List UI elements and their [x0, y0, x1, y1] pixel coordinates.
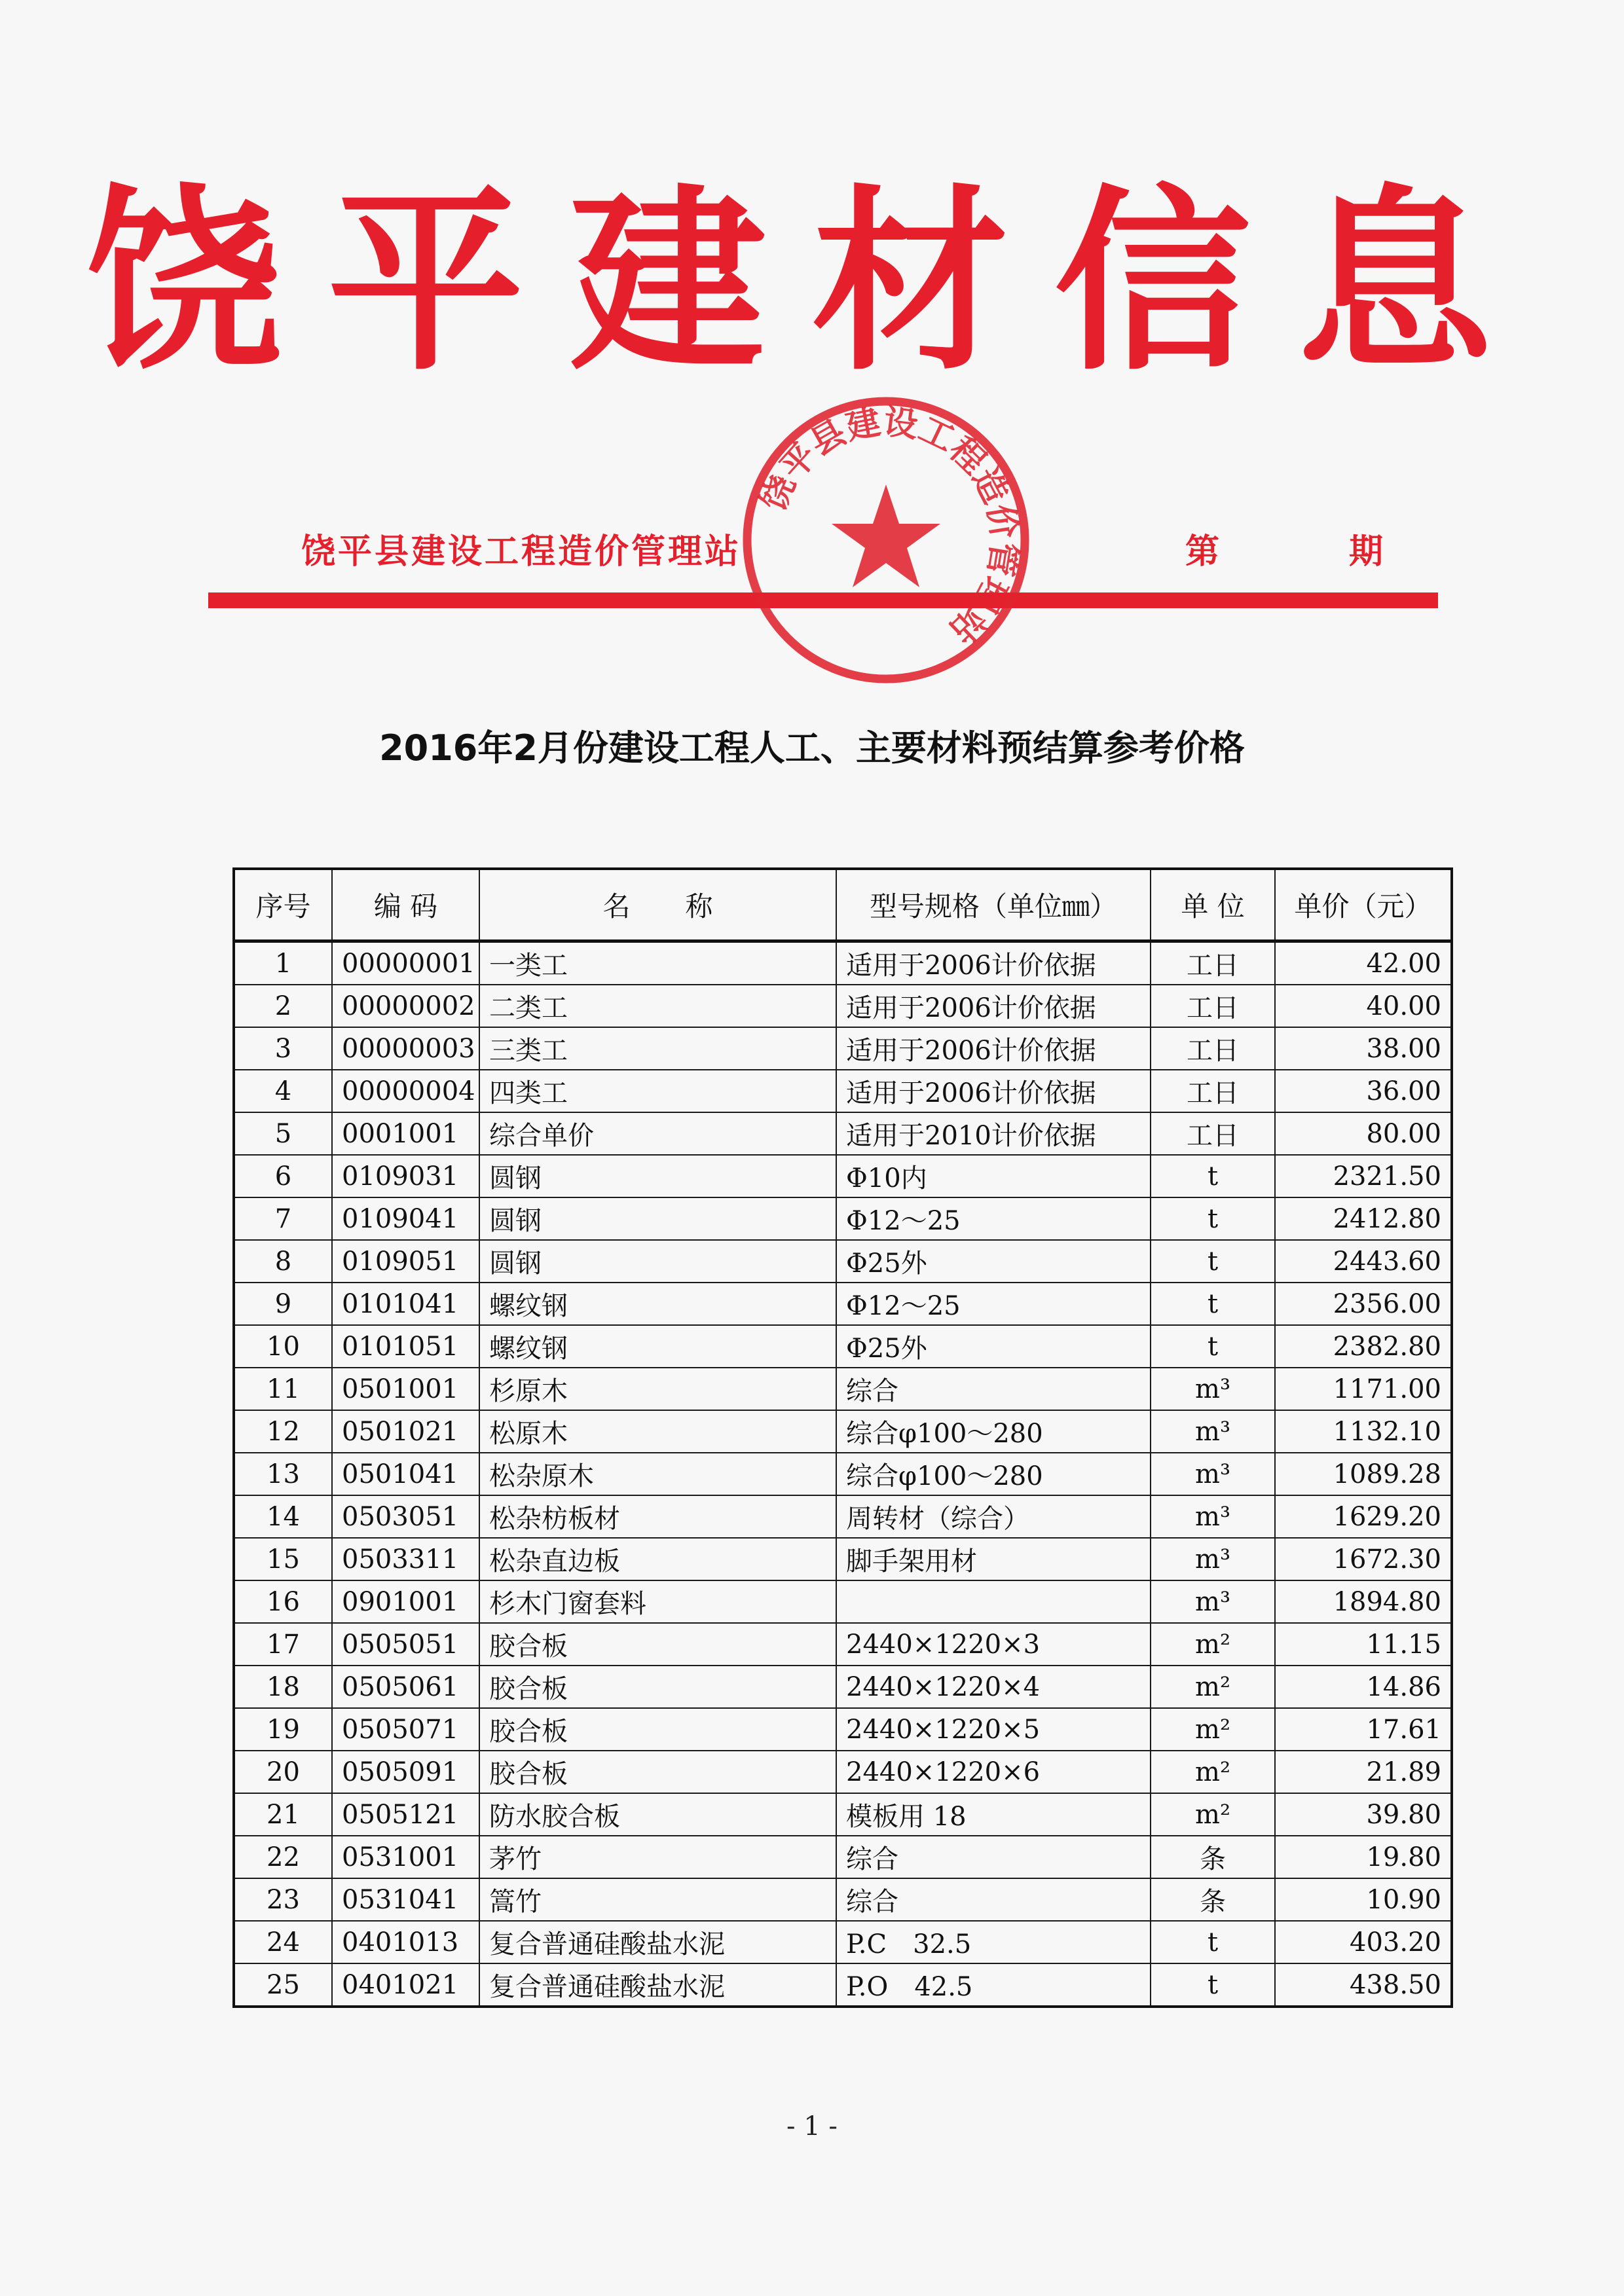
cell-name: 螺纹钢	[479, 1283, 836, 1325]
cell-spec: Φ25外	[836, 1325, 1151, 1368]
cell-spec: 适用于2010计价依据	[836, 1112, 1151, 1155]
cell-name: 松原木	[479, 1410, 836, 1453]
cell-seq: 22	[234, 1836, 332, 1878]
cell-price: 2443.60	[1275, 1240, 1452, 1283]
table-row	[234, 1495, 1452, 1538]
cell-spec: 综合	[836, 1836, 1151, 1878]
cell-price: 1629.20	[1275, 1495, 1452, 1538]
cell-name: 胶合板	[479, 1751, 836, 1793]
cell-seq: 15	[234, 1538, 332, 1580]
page-number: - 1 -	[786, 2111, 838, 2141]
cell-code: 0501021	[332, 1410, 479, 1453]
table-row	[234, 1751, 1452, 1793]
cell-unit: 工日	[1151, 1027, 1275, 1070]
cell-name: 复合普通硅酸盐水泥	[479, 1963, 836, 2007]
header-price: 单价（元）	[1275, 869, 1452, 941]
table-row	[234, 1155, 1452, 1197]
cell-seq: 6	[234, 1155, 332, 1197]
cell-seq: 25	[234, 1963, 332, 2007]
table-row	[234, 1538, 1452, 1580]
cell-code: 0503311	[332, 1538, 479, 1580]
cell-unit: m³	[1151, 1453, 1275, 1495]
cell-unit: m²	[1151, 1708, 1275, 1751]
cell-spec: P.C 32.5	[836, 1921, 1151, 1963]
cell-price: 17.61	[1275, 1708, 1452, 1751]
cell-code: 00000002	[332, 985, 479, 1027]
cell-name: 防水胶合板	[479, 1793, 836, 1836]
issue-label-qi: 期	[1349, 532, 1384, 572]
cell-price: 2321.50	[1275, 1155, 1452, 1197]
cell-spec: 综合φ100～280	[836, 1410, 1151, 1453]
cell-code: 0505091	[332, 1751, 479, 1793]
cell-price: 42.00	[1275, 941, 1452, 985]
cell-unit: m²	[1151, 1793, 1275, 1836]
cell-code: 0401021	[332, 1963, 479, 2007]
cell-unit: m³	[1151, 1495, 1275, 1538]
cell-price: 14.86	[1275, 1666, 1452, 1708]
seal-text: 饶平县建设工程造价管理站	[754, 402, 1024, 651]
cell-price: 40.00	[1275, 985, 1452, 1027]
table-row	[234, 1963, 1452, 2007]
cell-seq: 11	[234, 1368, 332, 1410]
cell-unit: m²	[1151, 1666, 1275, 1708]
table-row	[234, 941, 1452, 985]
table-row	[234, 1112, 1452, 1155]
cell-seq: 19	[234, 1708, 332, 1751]
cell-price: 10.90	[1275, 1878, 1452, 1921]
table-row	[234, 1666, 1452, 1708]
cell-code: 0505061	[332, 1666, 479, 1708]
table-row	[234, 1580, 1452, 1623]
cell-seq: 16	[234, 1580, 332, 1623]
organization-name: 饶平县建设工程造价管理站	[301, 532, 742, 572]
cell-name: 圆钢	[479, 1240, 836, 1283]
cell-name: 松杂原木	[479, 1453, 836, 1495]
cell-unit: t	[1151, 1240, 1275, 1283]
cell-name: 复合普通硅酸盐水泥	[479, 1921, 836, 1963]
cell-seq: 1	[234, 941, 332, 985]
cell-code: 0401013	[332, 1921, 479, 1963]
cell-seq: 4	[234, 1070, 332, 1112]
table-row	[234, 1240, 1452, 1283]
cell-unit: 工日	[1151, 1070, 1275, 1112]
table-row	[234, 1070, 1452, 1112]
cell-price: 438.50	[1275, 1963, 1452, 2007]
cell-price: 1089.28	[1275, 1453, 1452, 1495]
seal-star-icon	[832, 484, 940, 587]
cell-name: 圆钢	[479, 1197, 836, 1240]
cell-seq: 12	[234, 1410, 332, 1453]
cell-code: 0505071	[332, 1708, 479, 1751]
cell-spec	[836, 1580, 1151, 1623]
cell-name: 圆钢	[479, 1155, 836, 1197]
cell-code: 0505051	[332, 1623, 479, 1666]
cell-unit: m²	[1151, 1623, 1275, 1666]
table-row	[234, 1027, 1452, 1070]
cell-price: 2356.00	[1275, 1283, 1452, 1325]
cell-seq: 2	[234, 985, 332, 1027]
cell-seq: 5	[234, 1112, 332, 1155]
table-header-row	[234, 869, 1452, 941]
cell-unit: t	[1151, 1155, 1275, 1197]
table-row	[234, 985, 1452, 1027]
cell-seq: 8	[234, 1240, 332, 1283]
cell-name: 茅竹	[479, 1836, 836, 1878]
cell-unit: t	[1151, 1921, 1275, 1963]
cell-seq: 18	[234, 1666, 332, 1708]
table-row	[234, 1368, 1452, 1410]
table-row	[234, 1325, 1452, 1368]
cell-seq: 24	[234, 1921, 332, 1963]
header-spec: 型号规格（单位㎜）	[836, 869, 1151, 941]
cell-code: 0109031	[332, 1155, 479, 1197]
cell-spec: 适用于2006计价依据	[836, 1070, 1151, 1112]
document-title: 2016年2月份建设工程人工、主要材料预结算参考价格	[379, 727, 1245, 769]
table-row	[234, 1283, 1452, 1325]
table-row	[234, 1921, 1452, 1963]
cell-unit: m³	[1151, 1538, 1275, 1580]
cell-code: 00000001	[332, 941, 479, 985]
cell-spec: 周转材（综合）	[836, 1495, 1151, 1538]
cell-unit: m³	[1151, 1580, 1275, 1623]
cell-price: 39.80	[1275, 1793, 1452, 1836]
cell-seq: 13	[234, 1453, 332, 1495]
cell-name: 二类工	[479, 985, 836, 1027]
table-row	[234, 1197, 1452, 1240]
cell-code: 0531001	[332, 1836, 479, 1878]
cell-code: 0001001	[332, 1112, 479, 1155]
cell-name: 胶合板	[479, 1623, 836, 1666]
cell-name: 松杂直边板	[479, 1538, 836, 1580]
cell-seq: 17	[234, 1623, 332, 1666]
cell-seq: 14	[234, 1495, 332, 1538]
cell-name: 三类工	[479, 1027, 836, 1070]
cell-unit: m³	[1151, 1410, 1275, 1453]
cell-spec: 适用于2006计价依据	[836, 1027, 1151, 1070]
cell-name: 杉原木	[479, 1368, 836, 1410]
cell-unit: t	[1151, 1283, 1275, 1325]
cell-code: 0109041	[332, 1197, 479, 1240]
cell-name: 螺纹钢	[479, 1325, 836, 1368]
cell-spec: 2440×1220×6	[836, 1751, 1151, 1793]
cell-spec: 适用于2006计价依据	[836, 985, 1151, 1027]
cell-unit: 工日	[1151, 941, 1275, 985]
cell-price: 21.89	[1275, 1751, 1452, 1793]
cell-price: 1132.10	[1275, 1410, 1452, 1453]
cell-name: 综合单价	[479, 1112, 836, 1155]
cell-spec: Φ10内	[836, 1155, 1151, 1197]
cell-price: 36.00	[1275, 1070, 1452, 1112]
cell-seq: 9	[234, 1283, 332, 1325]
cell-seq: 20	[234, 1751, 332, 1793]
cell-price: 2382.80	[1275, 1325, 1452, 1368]
cell-spec: 综合	[836, 1368, 1151, 1410]
cell-code: 00000003	[332, 1027, 479, 1070]
cell-spec: 2440×1220×5	[836, 1708, 1151, 1751]
cell-name: 胶合板	[479, 1666, 836, 1708]
cell-unit: 条	[1151, 1878, 1275, 1921]
issue-label-di: 第	[1185, 532, 1220, 572]
cell-code: 0501001	[332, 1368, 479, 1410]
cell-price: 80.00	[1275, 1112, 1452, 1155]
table-row	[234, 1453, 1452, 1495]
cell-seq: 21	[234, 1793, 332, 1836]
cell-code: 0101041	[332, 1283, 479, 1325]
cell-spec: 综合	[836, 1878, 1151, 1921]
cell-seq: 23	[234, 1878, 332, 1921]
header-seq: 序号	[234, 869, 332, 941]
cell-unit: t	[1151, 1197, 1275, 1240]
cell-price: 1894.80	[1275, 1580, 1452, 1623]
cell-seq: 3	[234, 1027, 332, 1070]
cell-name: 一类工	[479, 941, 836, 985]
cell-unit: t	[1151, 1325, 1275, 1368]
table-row	[234, 1708, 1452, 1751]
cell-price: 2412.80	[1275, 1197, 1452, 1240]
cell-code: 0109051	[332, 1240, 479, 1283]
cell-seq: 10	[234, 1325, 332, 1368]
cell-unit: 工日	[1151, 1112, 1275, 1155]
cell-spec: 2440×1220×3	[836, 1623, 1151, 1666]
table-row	[234, 1623, 1452, 1666]
table-row	[234, 1878, 1452, 1921]
cell-price: 19.80	[1275, 1836, 1452, 1878]
cell-spec: 2440×1220×4	[836, 1666, 1151, 1708]
cell-price: 1672.30	[1275, 1538, 1452, 1580]
cell-price: 403.20	[1275, 1921, 1452, 1963]
cell-spec: Φ12～25	[836, 1197, 1151, 1240]
header-code: 编 码	[332, 869, 479, 941]
header-name: 名 称	[479, 869, 836, 941]
masthead-title: 饶平建材信息	[85, 166, 1539, 397]
cell-unit: 条	[1151, 1836, 1275, 1878]
cell-seq: 7	[234, 1197, 332, 1240]
cell-name: 松杂枋板材	[479, 1495, 836, 1538]
cell-code: 0101051	[332, 1325, 479, 1368]
cell-unit: m²	[1151, 1751, 1275, 1793]
cell-code: 00000004	[332, 1070, 479, 1112]
cell-unit: m³	[1151, 1368, 1275, 1410]
cell-price: 1171.00	[1275, 1368, 1452, 1410]
cell-code: 0531041	[332, 1878, 479, 1921]
cell-name: 篙竹	[479, 1878, 836, 1921]
cell-price: 38.00	[1275, 1027, 1452, 1070]
cell-unit: t	[1151, 1963, 1275, 2007]
cell-code: 0505121	[332, 1793, 479, 1836]
cell-spec: P.O 42.5	[836, 1963, 1151, 2007]
table-body	[234, 941, 1452, 2007]
cell-code: 0501041	[332, 1453, 479, 1495]
cell-name: 胶合板	[479, 1708, 836, 1751]
cell-unit: 工日	[1151, 985, 1275, 1027]
table-row	[234, 1836, 1452, 1878]
cell-spec: 脚手架用材	[836, 1538, 1151, 1580]
cell-spec: Φ12～25	[836, 1283, 1151, 1325]
cell-code: 0901001	[332, 1580, 479, 1623]
cell-price: 11.15	[1275, 1623, 1452, 1666]
cell-spec: 综合φ100～280	[836, 1453, 1151, 1495]
header-unit: 单 位	[1151, 869, 1275, 941]
cell-name: 杉木门窗套料	[479, 1580, 836, 1623]
cell-name: 四类工	[479, 1070, 836, 1112]
cell-spec: 适用于2006计价依据	[836, 941, 1151, 985]
table-row	[234, 1410, 1452, 1453]
table-row	[234, 1793, 1452, 1836]
cell-spec: 模板用 18	[836, 1793, 1151, 1836]
cell-code: 0503051	[332, 1495, 479, 1538]
cell-spec: Φ25外	[836, 1240, 1151, 1283]
official-seal-stamp	[739, 393, 1033, 687]
price-table	[232, 867, 1453, 2008]
